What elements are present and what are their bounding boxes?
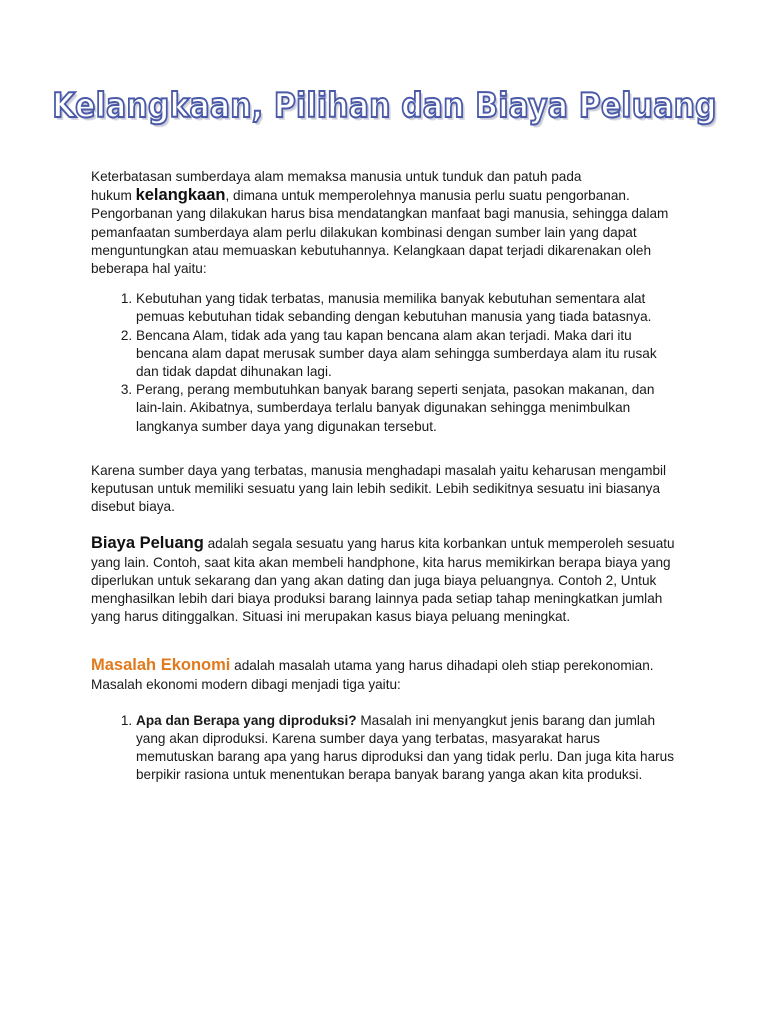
document-title <box>0 86 768 126</box>
intro-prefix: hukum <box>91 188 136 204</box>
choice-paragraph: Karena sumber daya yang terbatas, manusia menghadapi masalah yaitu keharusan mengambil keputusan untuk memiliki sesuatu yang lain lebih sedikit. Lebih sedikitnya sesuatu ini biasanya disebut biaya. <box>91 462 667 515</box>
intro-body: , dimana untuk memperolehnya manusia perlu suatu pengorbanan. Pengorbanan yang dilakukan harus bisa mendatangkan manfaat bagi manusia, sehingga dalam pemanfaatan sumberdaya alam perlu dilakukan kombinasi dengan sumber lain yang dapat menguntungkan atau memuaskan kebutuhannya. Kelangkaan dapat terjadi dikarenakan oleh beberapa hal yaitu: <box>91 188 669 277</box>
problem-text: Masalah ini menyangkut jenis barang dan jumlah yang akan diproduksi. Karena sumber daya yang terbatas, masyarakat harus memutuskan barang apa yang harus diproduksi dan yang tidak perlu. Dan juga kita harus berpikir rasiona untuk menentukan berapa banyak barang yanga akan kita produksi. <box>136 712 675 783</box>
economic-problem-text: adalah masalah utama yang harus dihadapi oleh stiap perekonomian. Masalah ekonomi modern dibagi menjadi tiga yaitu: <box>91 658 654 692</box>
kelangkaan-term: kelangkaan <box>135 186 226 205</box>
problem-label: Apa dan Berapa yang diproduksi? <box>136 712 357 728</box>
causes-list <box>91 290 681 436</box>
list-item: 3. Perang, perang membutuhkan banyak barang seperti senjata, pasokan makanan, dan lain-lain. Akibatnya, sumberdaya terlalu banyak digunakan sehingga menimbulkan langkanya sumber daya yang digunakan tersebut. <box>136 381 681 436</box>
biaya-peluang-term: Biaya Peluang <box>91 534 204 553</box>
intro-paragraph <box>91 168 681 278</box>
opportunity-cost-paragraph <box>91 534 681 626</box>
list-item: 1. Kebutuhan yang tidak terbatas, manusia memilika banyak kebutuhan sementara alat pemuas kebutuhan tidak sebanding dengan kebutuhan manusia yang tiada batasnya. <box>136 290 681 326</box>
title-text: Kelangkaan, Pilihan dan Biaya Peluang <box>51 86 717 126</box>
intro-line1: Keterbatasan sumberdaya alam memaksa manusia untuk tunduk dan patuh pada <box>91 169 582 184</box>
document-body <box>91 168 681 797</box>
list-item <box>136 712 681 785</box>
masalah-ekonomi-term: Masalah Ekonomi <box>91 656 231 675</box>
list-item: 2. Bencana Alam, tidak ada yang tau kapan bencana alam akan terjadi. Maka dari itu bencana alam dapat merusak sumber daya alam sehingga sumberdaya alam itu rusak dan tidak dapdat dihunakan lagi. <box>136 327 681 382</box>
opportunity-cost-text: adalah segala sesuatu yang harus kita korbankan untuk memperoleh sesuatu yang lain. Contoh, saat kita akan membeli handphone, kita harus memikirkan berapa biaya yang diperlukan untuk sekarang dan yang akan dating dan juga biaya peluangnya. Contoh 2, Untuk menghasilkan lebih dari biaya produksi barang lainnya pada setiap tahap meningkatkan jumlah yang harus ditinggalkan. Situasi ini merupakan kasus biaya peluang meningkat. <box>91 536 675 625</box>
economic-problem-paragraph <box>91 656 681 693</box>
problems-list <box>91 712 681 785</box>
